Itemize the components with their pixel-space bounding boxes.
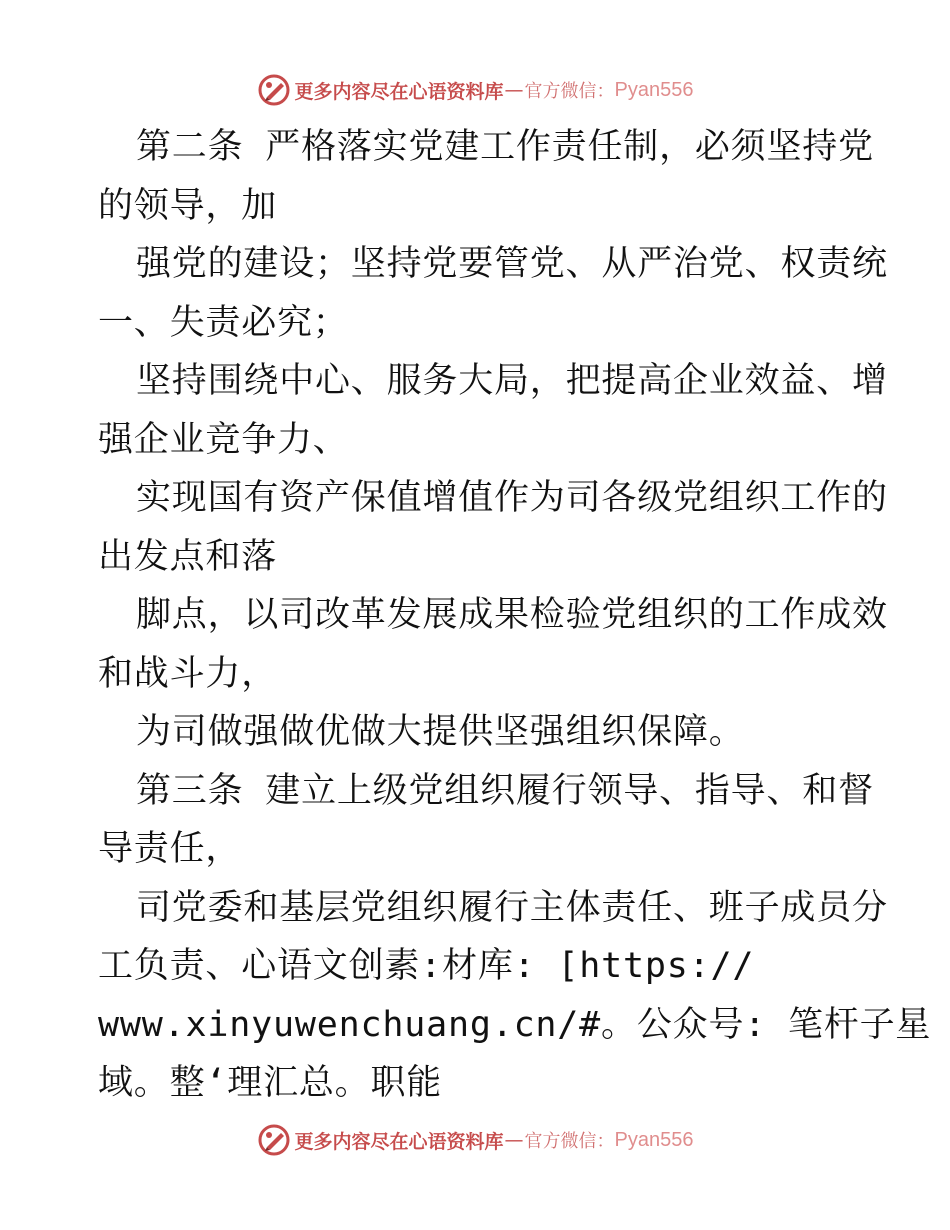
text-line: 出发点和落 (98, 536, 278, 577)
red-pen-seal-icon (257, 73, 291, 107)
text-line: 第三条 建立上级党组织履行领导、指导、和督 (136, 770, 874, 811)
text-line: 强企业竞争力、 (98, 419, 349, 460)
watermark-wechat-label: 官方微信： (524, 1131, 615, 1152)
watermark-wechat-handle: Pyan556 (614, 1128, 694, 1151)
document-body (98, 118, 932, 1113)
watermark-site-text: 更多内容尽在心语资料库 (294, 80, 504, 103)
watermark-site-text: 更多内容尽在心语资料库 (294, 1130, 504, 1153)
text-line: 强党的建设；坚持党要管党、从严治党、权责统 (136, 244, 888, 284)
text-line: 司党委和基层党组织履行主体责任、班子成员分 (136, 887, 888, 928)
text-line: 一、失责必究； (98, 302, 349, 343)
text-line: 域。整‘理汇总。职能 (98, 1063, 443, 1103)
text-line: 第二条 严格落实党建工作责任制，必须坚持党 (136, 127, 874, 167)
text-line: 的领导，加 (98, 185, 278, 226)
watermark-wechat-handle: Pyan556 (614, 78, 694, 101)
text-line: 脚点，以司改革发展成果检验党组织的工作成效 (136, 595, 888, 635)
text-line: www.xinyuwenchuang.cn/#。公众号: 笔杆子星 (98, 1004, 932, 1045)
text-line: 导责任， (98, 829, 242, 869)
text-line: 为司做强做优做大提供坚强组织保障。 (136, 712, 745, 752)
watermark-dash: — (504, 79, 524, 101)
watermark-wechat-label: 官方微信： (524, 81, 615, 102)
text-line: 工负责、心语文创素:材库: [https:// (98, 946, 755, 986)
header-watermark-banner (0, 70, 950, 110)
watermark-dash: — (504, 1129, 524, 1151)
text-line: 和战斗力， (98, 653, 278, 694)
footer-watermark-banner (0, 1120, 950, 1160)
text-line: 实现国有资产保值增值作为司各级党组织工作的 (136, 478, 888, 518)
text-line: 坚持围绕中心、服务大局，把提高企业效益、增 (136, 361, 888, 401)
red-pen-seal-icon (257, 1123, 291, 1157)
